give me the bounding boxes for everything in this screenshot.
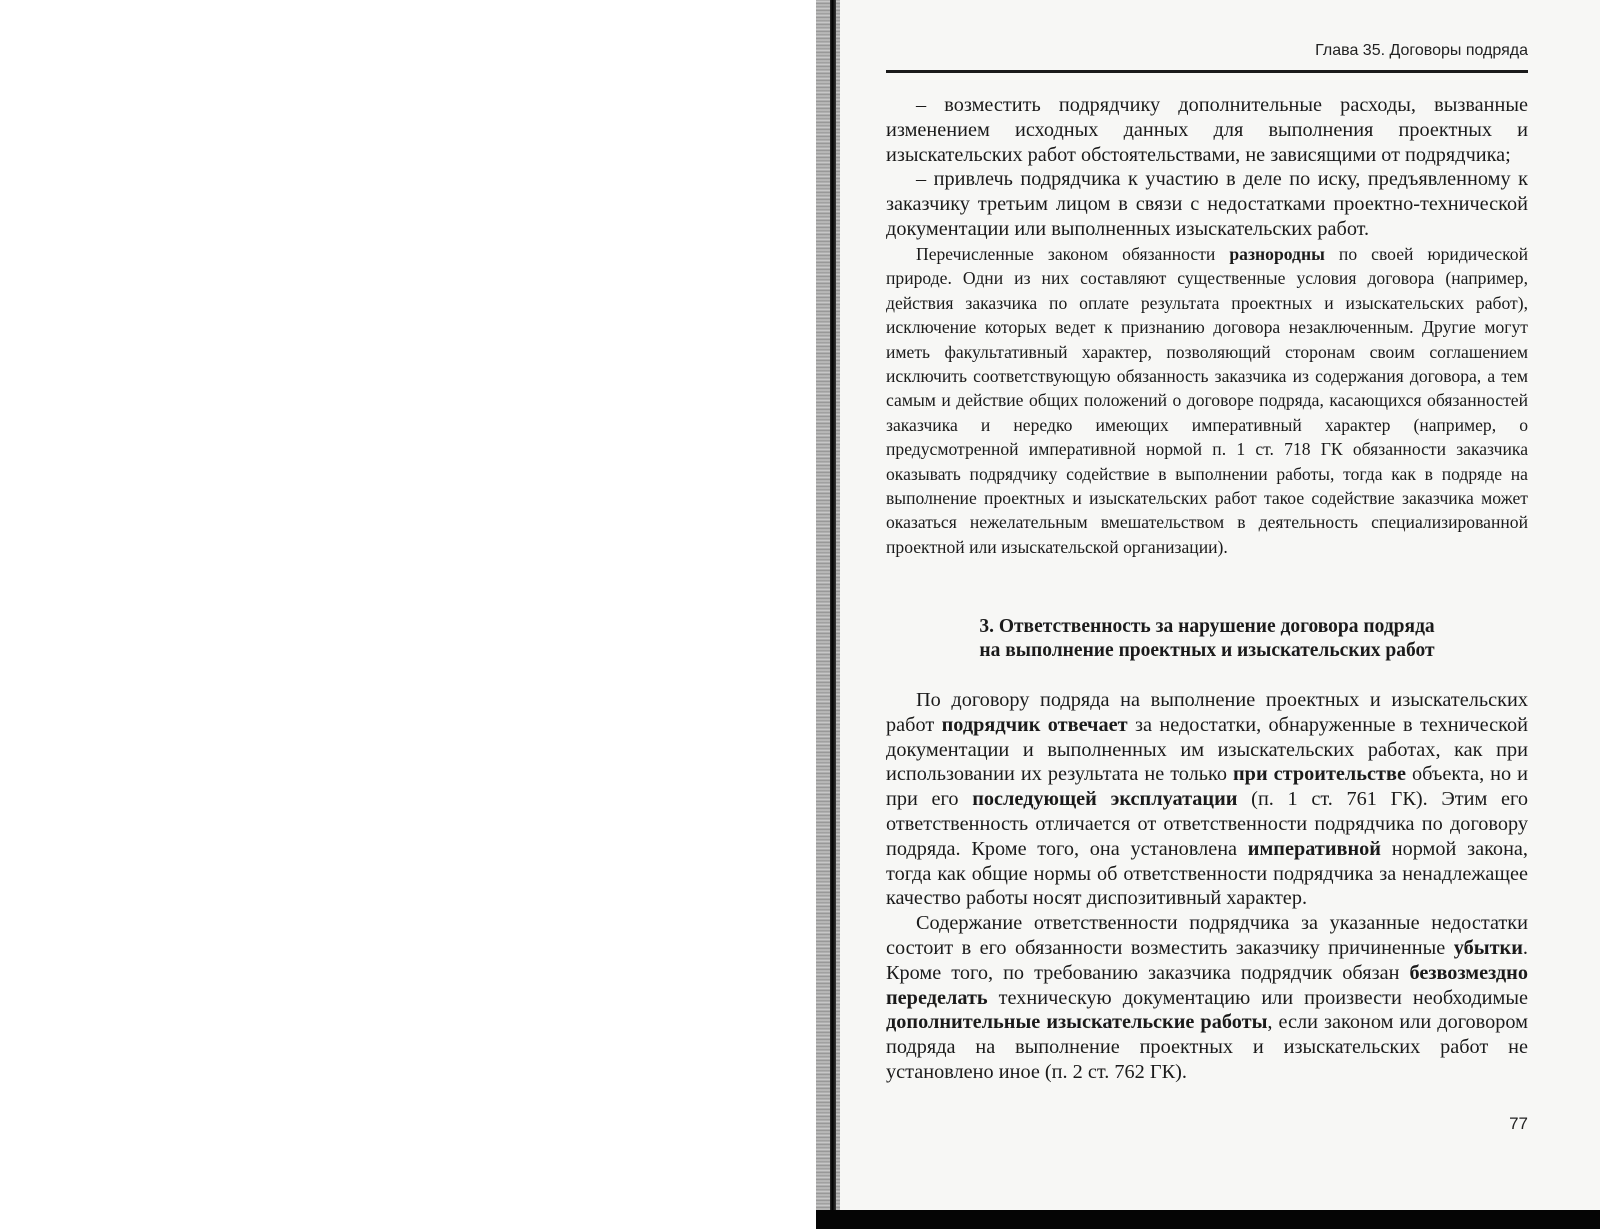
text-run: По договору подряда на выполнение проектных и изыскательских работ — [886, 689, 1528, 736]
section-heading — [886, 615, 1528, 663]
text-run: по своей юридической природе. Одни из них составляют существенные условия договора (например, действия заказчика по оплате результата проектных и изыскательских работ), исключение которых ведет к признанию договора незаключенным. Другие могут иметь факультативный характер, позволяющий сторонам своим соглашением исключить соответствующую обязанность заказчика из содержания договора, а тем самым и действие общих положений о договоре подряда, касающихся обязанностей заказчика и нередко имеющих императивный характер (например, о предусмотренной императивной нормой п. 1 ст. 718 ГК обязанности заказчика оказывать подрядчику содействие в выполнении работы, тогда как в подряде на выполнение проектных и изыскательских работ такое содействие заказчика может оказаться нежелательным вмешательством в деятельность специализированной проектной или изыскательской организации). — [886, 244, 1528, 557]
bold-term: последующей эксплуатации — [972, 788, 1238, 811]
paragraph — [886, 242, 1528, 559]
text-block-heterogeneous — [886, 242, 1528, 559]
paragraph — [886, 911, 1528, 1085]
header-rule — [886, 70, 1528, 73]
text-run: нормой закона, тогда как общие нормы об ответственности подрядчика за ненадлежащее качество работы носят диспозитивный характер. — [886, 837, 1528, 910]
bold-term: разнородны — [1229, 244, 1325, 264]
bold-term: убытки — [1453, 936, 1523, 959]
page-gutter-shadow — [816, 0, 840, 1229]
text-run: Содержание ответственности подрядчика за указанные недостатки состоит в его обязанности возместить заказчику причиненные — [886, 912, 1528, 959]
binding-edge — [830, 0, 836, 1229]
scan-bottom-edge — [816, 1210, 1600, 1229]
text-run: за недостатки, обнаруженные в технической документации и выполненных им изыскательских работах, как при использовании их результата не только — [886, 713, 1528, 786]
text-run: , если законом или договором подряда на выполнение проектных и изыскательских работ не установлено иное (п. 2 ст. 762 ГК). — [886, 1011, 1528, 1083]
text-run: объекта, но и при его — [886, 763, 1528, 811]
heading-line: 3. Ответственность за нарушение договора подряда — [979, 616, 1435, 637]
bold-term: императивной — [1247, 837, 1381, 860]
text-run: (п. 1 ст. 761 ГК). Этим его ответственность отличается от ответственности подрядчика по договору подряда. Кроме того, она установлена — [886, 788, 1529, 860]
bold-term: дополнительные изыскательские работы — [886, 1011, 1268, 1034]
text-block-liability — [886, 688, 1528, 1085]
paragraph: – возместить подрядчику дополнительные расходы, вызванные изменением исходных данных для выполнения проектных и изыскательских работ обстоятельствами, не зависящими от подрядчика; — [886, 94, 1528, 166]
bold-term: при строительстве — [1233, 763, 1406, 786]
bold-term: безвозмездно переделать — [886, 961, 1528, 1009]
text-block-duties — [886, 93, 1528, 242]
paragraph: – привлечь подрядчика к участию в деле по иску, предъявленному к заказчику третьим лицом в связи с недостатками проектно-технической документации или выполненных изыскательских работ. — [886, 168, 1528, 240]
text-run: техническую документацию или произвести необходимые — [987, 986, 1528, 1009]
running-head: Глава 35. Договоры подряда — [1315, 42, 1528, 59]
heading-line: на выполнение проектных и изыскательских работ — [979, 640, 1435, 661]
bold-term: подрядчик отвечает — [941, 713, 1128, 736]
paragraph — [886, 688, 1528, 911]
text-run: . Кроме того, по требованию заказчика подрядчик обязан — [886, 936, 1528, 984]
text-run: Перечисленные законом обязанности — [916, 244, 1230, 264]
page-number: 77 — [1509, 1114, 1528, 1133]
